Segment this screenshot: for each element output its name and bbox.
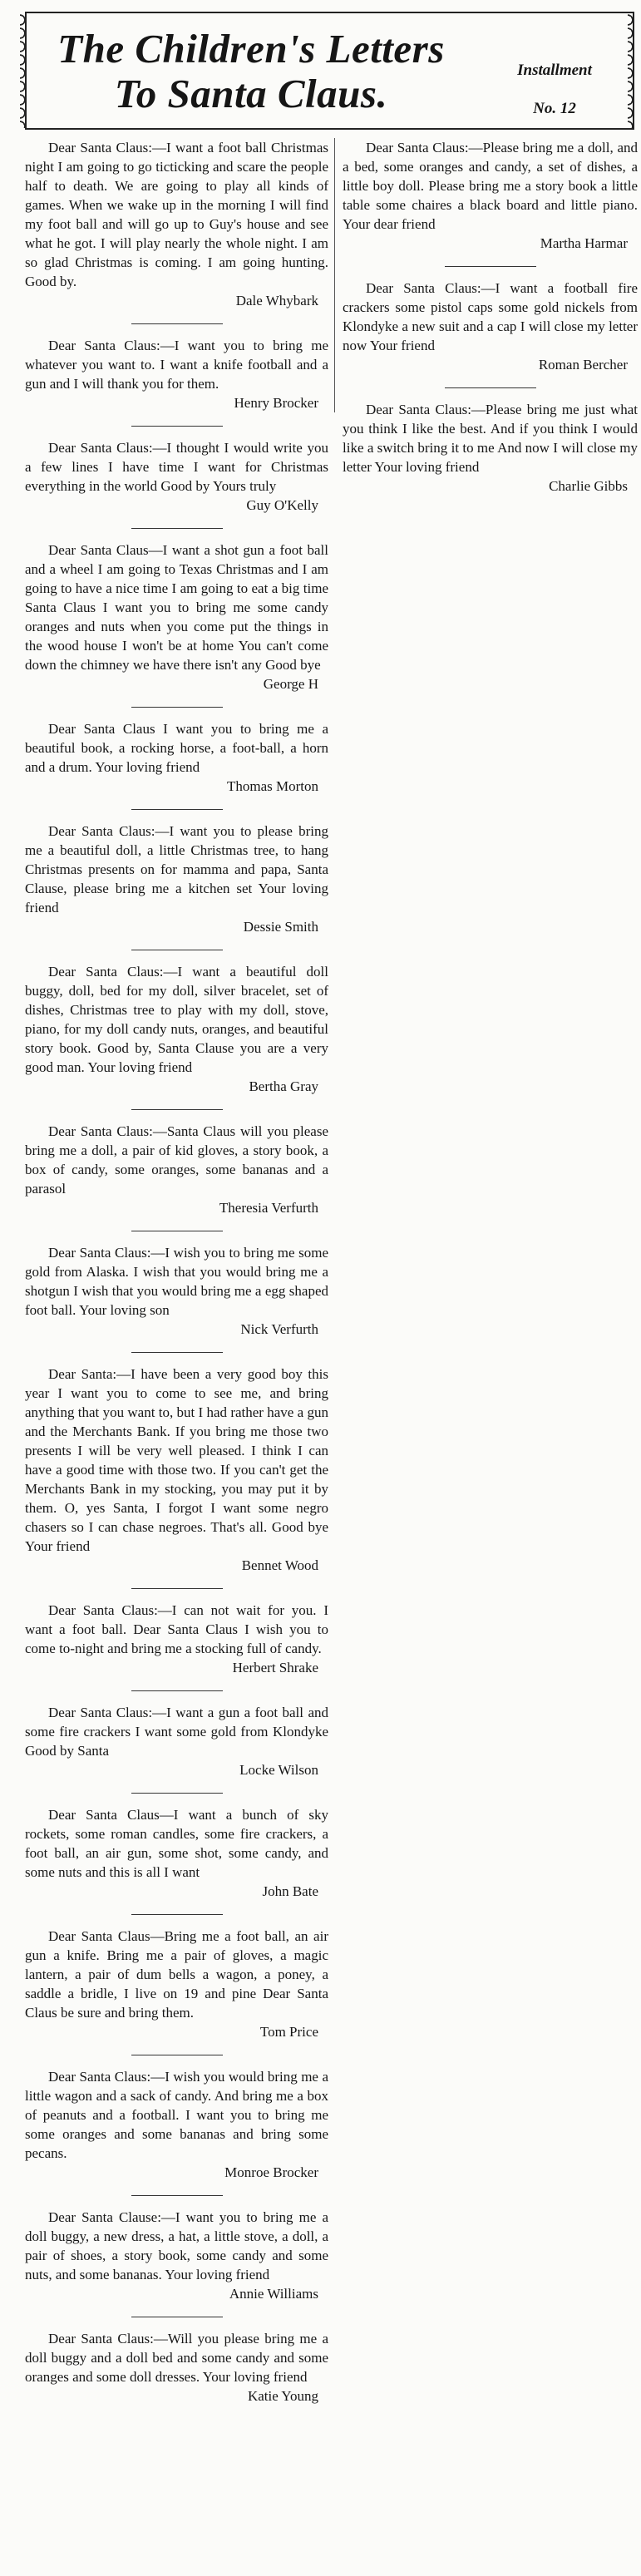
letter: [25, 2208, 328, 2317]
letter-signature: Katie Young: [247, 2388, 318, 2404]
letter-separator: [131, 1690, 223, 1691]
masthead-box: [25, 12, 634, 130]
letter-body: Dear Santa Claus:—I want a beautiful doll buggy, doll, bed for my doll, silver bracelet, set of dishes, Christmas tree to play with my doll, stove, piano, for my doll candy nuts, oranges, and beautiful story book. Good by, Santa Clause you are a very good man. Your loving friend: [25, 964, 328, 1075]
letter-signature: Annie Williams: [229, 2286, 318, 2302]
letter: [343, 138, 638, 267]
letter-separator: [131, 2195, 223, 2196]
letter-separator: [131, 707, 223, 708]
letter-body: Dear Santa Claus:—I wish you to bring me some gold from Alaska. I wish that you would bring me a shotgun I wish that you would bring me a egg shaped foot ball. Your loving son: [25, 1245, 328, 1318]
letter-separator: [131, 323, 223, 324]
letter-body: Dear Santa Claus—I want a shot gun a foot ball and a wheel I am going to Texas Christmas and I am going to have a nice time I am going to eat a big time Santa Claus I want you to bring me some candy oranges and nuts when you come put the things in the wood house I won't be at home You can't come down the chimney we have there isn't any Good bye: [25, 542, 328, 673]
letter-separator: [131, 1914, 223, 1915]
letter-signature: Martha Harmar: [540, 235, 628, 251]
letter-signature: Bennet Wood: [241, 1557, 318, 1573]
letter: [25, 336, 328, 427]
letter-signature: John Bate: [262, 1883, 318, 1899]
letter: [25, 1703, 328, 1794]
letter-body: Dear Santa Claus:—I can not wait for you. I want a foot ball. Dear Santa Claus I wish you to come to-night and bring me a stocking full of candy.: [25, 1602, 328, 1656]
letter: [25, 719, 328, 810]
letter: [25, 2329, 328, 2406]
letter: [25, 138, 328, 324]
letter-body: Dear Santa:—I have been a very good boy this year I want you to come to see me, and bring anything that you want to, but I had rather have a gun and the Merchants Bank. If you bring me those two presents I will be very well pleased. I think I can have a good time with those two. If you can't get the Merchants Bank in my stocking, you may put it by them. O, yes Santa, I forgot I want some negro chasers so I can chase negroes. That's all. Good bye Your friend: [25, 1366, 328, 1554]
letter-signature: Roman Bercher: [538, 357, 628, 373]
letter: [25, 1364, 328, 1589]
letter-body: Dear Santa Claus I want you to bring me a beautiful book, a rocking horse, a foot-ball, a horn and a drum. Your loving friend: [25, 721, 328, 775]
letter-body: Dear Santa Claus:—Will you please bring me a doll buggy and a doll bed and some candy and some oranges and some doll dresses. Your loving friend: [25, 2331, 328, 2385]
letter-separator: [131, 1588, 223, 1589]
right-column: [343, 138, 638, 496]
installment-number: No. 12: [533, 100, 576, 117]
letter-signature: Dale Whybark: [235, 293, 318, 308]
letter-separator: [131, 528, 223, 529]
letter: [25, 962, 328, 1110]
letter-body: Dear Santa Claus:—I thought I would write you a few lines I have time I want for Christmas everything in the world Good by Yours truly: [25, 440, 328, 494]
letter-signature: Guy O'Kelly: [246, 497, 318, 513]
letter-body: Dear Santa Clause:—I want you to bring me a doll buggy, a new dress, a hat, a little stove, a doll, a pair of shoes, a story book, some candy and some nuts, and some bananas. Your loving friend: [25, 2209, 328, 2282]
letter-signature: Thomas Morton: [226, 778, 318, 794]
letter-separator: [131, 1793, 223, 1794]
headline-line-1: The Children's Letters: [57, 26, 445, 72]
letter-signature: Tom Price: [259, 2024, 318, 2040]
letter: [25, 1243, 328, 1353]
letter-signature: Henry Brocker: [234, 395, 318, 411]
letter: [25, 1601, 328, 1691]
letter: [25, 1122, 328, 1231]
letter-signature: George H: [263, 676, 318, 692]
letter-separator: [131, 809, 223, 810]
column-divider: [334, 138, 335, 412]
letter: [343, 279, 638, 388]
installment-word: Installment: [517, 62, 592, 79]
letter: [25, 438, 328, 529]
letter-signature: Nick Verfurth: [240, 1321, 318, 1337]
letter-body: Dear Santa Claus:—Please bring me just what you think I like the best. And if you think I would like a switch bring it to me And now I will close my letter Your loving friend: [343, 402, 638, 475]
letter: [25, 2067, 328, 2196]
installment-label: [492, 52, 617, 128]
letter-separator: [445, 266, 536, 267]
letter-body: Dear Santa Claus:—Santa Claus will you please bring me a doll, a pair of kid gloves, a story book, a box of candy, some oranges, some bananas and a parasol: [25, 1123, 328, 1197]
letter-body: Dear Santa Claus:—I want a gun a foot ball and some fire crackers I want some gold from Klondyke Good by Santa: [25, 1705, 328, 1759]
masthead-border-right: [628, 13, 639, 128]
masthead-border-left: [20, 13, 32, 128]
letter-separator: [131, 1109, 223, 1110]
letter: [343, 400, 638, 496]
letter-separator: [131, 426, 223, 427]
letter: [25, 1927, 328, 2055]
letter-signature: Herbert Shrake: [232, 1660, 318, 1675]
letter-body: Dear Santa Claus—Bring me a foot ball, an air gun a knife. Bring me a pair of gloves, a magic lantern, a pair of dum bells a wagon, a poney, a saddle a bridle, I live on 19 and pine Dear Santa Claus be sure and bring them.: [25, 1928, 328, 2021]
letter: [25, 822, 328, 950]
headline: [43, 27, 459, 116]
letter-body: Dear Santa Claus:—I want a football fire crackers some pistol caps some gold nickels from Klondyke a new suit and a cap I will close my letter now Your friend: [343, 280, 638, 353]
letter-signature: Locke Wilson: [239, 1762, 318, 1778]
letter-signature: Dessie Smith: [243, 919, 318, 935]
letter-separator: [445, 387, 536, 388]
letter-signature: Monroe Brocker: [224, 2164, 318, 2180]
letter-body: Dear Santa Claus:—I wish you would bring me a little wagon and a sack of candy. And bring me a box of peanuts and a football. I want you to bring me some oranges and some bananas and bring some pecans.: [25, 2069, 328, 2161]
letter-signature: Theresia Verfurth: [219, 1200, 318, 1216]
letter-signature: Bertha Gray: [249, 1078, 318, 1094]
letter-body: Dear Santa Claus:—I want you to please bring me a beautiful doll, a little Christmas tree, to hang Christmas presents on for mamma and papa, Santa Clause, please bring me a kitchen set Your loving friend: [25, 823, 328, 915]
letter-signature: Charlie Gibbs: [549, 478, 628, 494]
letter: [25, 540, 328, 708]
left-column: [25, 138, 328, 2406]
letter-body: Dear Santa Claus:—Please bring me a doll, and a bed, some oranges and candy, a set of dishes, a little boy doll. Please bring me a story book a little table some chaires a black board and little piano. Your dear friend: [343, 140, 638, 232]
letter-body: Dear Santa Claus—I want a bunch of sky rockets, some roman candles, some fire crackers, a foot ball, an air gun, some shot, some candy, and some nuts and this is all I want: [25, 1807, 328, 1880]
letter: [25, 1805, 328, 1915]
letter-separator: [131, 1352, 223, 1353]
letter-body: Dear Santa Claus:—I want you to bring me whatever you want to. I want a knife football and a gun and I will thank you for them.: [25, 338, 328, 392]
headline-line-2: To Santa Claus.: [114, 71, 388, 116]
letter-body: Dear Santa Claus:—I want a foot ball Christmas night I am going to go ticticking and scare the people half to death. We are going to play all kinds of games. When we wake up in the morning I will find my foot ball and will go up to Guy's house and see what he got. I will play nearly the whole night. I am so glad Christmas is coming. I am going hunting. Good by.: [25, 140, 328, 289]
